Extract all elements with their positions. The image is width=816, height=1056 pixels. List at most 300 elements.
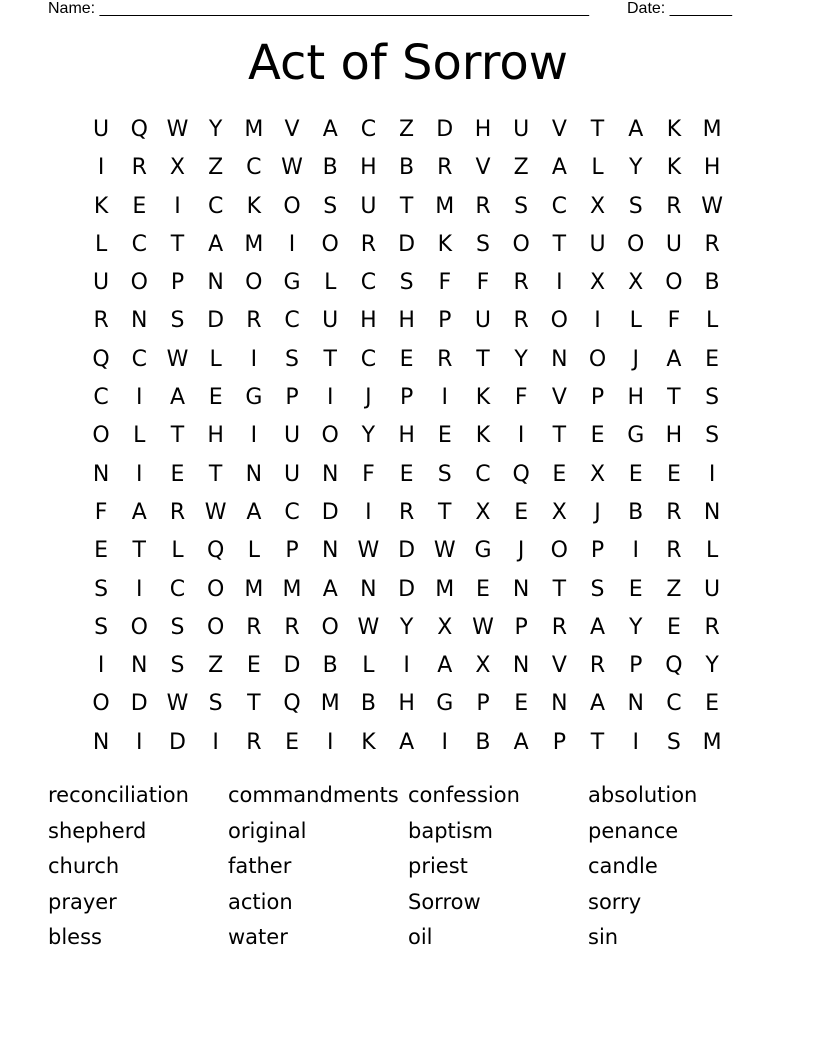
grid-letter: C xyxy=(551,193,568,219)
grid-letter: H xyxy=(398,691,415,717)
grid-letter: A xyxy=(169,385,185,411)
grid-letter: N xyxy=(207,270,224,296)
page-title: Act of Sorrow xyxy=(247,35,568,91)
grid-letter: Q xyxy=(512,461,530,487)
grid-letter: E xyxy=(399,461,414,487)
grid-letter: E xyxy=(94,538,109,564)
grid-letter: L xyxy=(209,346,222,372)
grid-letter: Y xyxy=(399,614,414,640)
grid-letter: D xyxy=(436,117,454,142)
grid-letter: I xyxy=(403,653,410,679)
grid-letter: K xyxy=(666,155,682,181)
grid-letter: E xyxy=(208,385,223,411)
grid-letter: C xyxy=(93,385,109,411)
grid-letter: K xyxy=(93,193,109,219)
grid-letter: P xyxy=(170,270,185,296)
grid-letter: R xyxy=(666,193,682,219)
grid-letter: R xyxy=(666,499,682,525)
grid-letter: N xyxy=(551,346,568,372)
grid-letter: Y xyxy=(628,614,643,640)
grid-letter: X xyxy=(169,155,185,181)
grid-letter: C xyxy=(246,155,262,181)
grid-letter: E xyxy=(476,576,490,602)
grid-letter: L xyxy=(324,270,337,296)
grid-letter: H xyxy=(360,155,377,181)
grid-letter: O xyxy=(321,423,339,449)
grid-letter: D xyxy=(398,576,416,602)
grid-letter: F xyxy=(438,270,452,296)
grid-letter: I xyxy=(288,231,296,257)
grid-letter: X xyxy=(589,193,606,219)
grid-letter: S xyxy=(475,231,490,257)
grid-letter: P xyxy=(285,385,299,411)
grid-letter: I xyxy=(250,346,258,372)
grid-letter: A xyxy=(437,653,453,679)
grid-letter: C xyxy=(169,576,186,602)
grid-letter: Z xyxy=(399,117,415,142)
grid-letter: I xyxy=(632,538,639,564)
grid-letter: E xyxy=(246,653,261,679)
grid-letter: R xyxy=(666,538,682,564)
word-list-item: father xyxy=(228,854,292,879)
grid-letter: N xyxy=(131,653,148,679)
grid-letter: G xyxy=(283,270,301,296)
grid-letter: V xyxy=(551,385,567,411)
word-list-item: water xyxy=(228,925,288,950)
header-line xyxy=(48,0,768,20)
grid-letter: O xyxy=(245,270,263,296)
grid-letter: R xyxy=(93,308,109,334)
grid-letter: M xyxy=(244,576,264,602)
grid-letter: R xyxy=(551,614,567,640)
grid-letter: U xyxy=(360,193,377,219)
grid-letter: T xyxy=(590,729,605,755)
grid-letter: S xyxy=(628,193,643,219)
grid-letter: T xyxy=(552,576,567,602)
grid-letter: P xyxy=(476,691,490,717)
word-list-item: absolution xyxy=(588,783,698,807)
grid-letter: S xyxy=(705,423,720,449)
name-field-label[interactable]: Name: _______________________________________________________ xyxy=(48,0,589,17)
grid-letter: E xyxy=(666,614,681,640)
grid-letter: M xyxy=(435,576,455,602)
grid-letter: I xyxy=(441,729,449,755)
grid-letter: E xyxy=(705,346,720,372)
grid-letter: R xyxy=(360,231,377,257)
grid-letter: E xyxy=(170,461,185,487)
grid-letter: A xyxy=(322,576,338,602)
grid-letter: C xyxy=(131,346,147,372)
word-list-item: prayer xyxy=(48,889,117,914)
word-list-item: sorry xyxy=(588,889,642,914)
grid-letter: P xyxy=(438,308,452,334)
word-list-item: oil xyxy=(408,925,433,950)
grid-letter: K xyxy=(437,231,452,257)
grid-letter: O xyxy=(588,346,607,372)
grid-letter: S xyxy=(94,576,109,602)
grid-letter: T xyxy=(476,346,490,372)
grid-letter: R xyxy=(437,346,453,372)
grid-letter: R xyxy=(513,308,529,334)
grid-letter: L xyxy=(362,653,375,679)
grid-letter: R xyxy=(169,499,186,525)
grid-letter: V xyxy=(551,117,567,142)
grid-letter: I xyxy=(365,499,372,525)
grid-letter: B xyxy=(399,155,415,181)
grid-letter: P xyxy=(590,538,605,564)
grid-letter: P xyxy=(285,538,299,564)
grid-letter: R xyxy=(246,729,262,755)
grid-letter: M xyxy=(702,117,722,142)
grid-letter: H xyxy=(398,423,415,449)
grid-letter: F xyxy=(514,385,528,411)
grid-letter: O xyxy=(665,270,683,296)
grid-letter: V xyxy=(551,653,567,679)
grid-letter: L xyxy=(94,231,108,257)
grid-letter: F xyxy=(667,308,681,334)
grid-letter: L xyxy=(705,308,719,334)
grid-letter: B xyxy=(360,691,376,717)
word-list-item: action xyxy=(228,889,293,914)
grid-letter: C xyxy=(360,270,377,296)
grid-letter: K xyxy=(666,117,682,142)
grid-letter: N xyxy=(245,461,263,487)
grid-letter: D xyxy=(168,729,186,755)
grid-letter: O xyxy=(130,614,148,640)
grid-letter: V xyxy=(475,155,491,181)
word-list-item: reconciliation xyxy=(48,783,189,807)
grid-letter: L xyxy=(171,538,184,564)
grid-letter: D xyxy=(398,538,416,564)
grid-letter: T xyxy=(552,231,567,257)
grid-letter: T xyxy=(323,346,337,372)
grid-letter: J xyxy=(365,385,372,411)
grid-letter: A xyxy=(513,729,529,755)
grid-letter: A xyxy=(628,117,644,142)
grid-letter: W xyxy=(472,614,494,640)
grid-letter: N xyxy=(321,461,339,487)
grid-letter: S xyxy=(514,193,529,219)
grid-letter: J xyxy=(632,346,639,372)
grid-letter: S xyxy=(94,614,109,640)
grid-letter: U xyxy=(93,117,110,142)
grid-letter: F xyxy=(94,499,108,525)
word-list xyxy=(48,777,768,955)
grid-letter: O xyxy=(321,614,339,640)
grid-letter: I xyxy=(632,729,639,755)
grid-letter: C xyxy=(284,308,300,334)
grid-letter: L xyxy=(133,423,146,449)
grid-letter: R xyxy=(284,614,300,640)
grid-letter: Q xyxy=(92,346,110,372)
grid-letter: S xyxy=(170,653,185,679)
grid-letter: N xyxy=(512,653,530,679)
grid-letter: P xyxy=(629,653,643,679)
grid-letter: D xyxy=(398,231,416,257)
grid-letter: W xyxy=(433,538,456,564)
grid-letter: N xyxy=(92,729,110,755)
grid-letter: L xyxy=(629,308,642,334)
grid-letter: G xyxy=(474,538,492,564)
grid-letter: I xyxy=(136,729,143,755)
grid-letter: I xyxy=(136,385,143,411)
grid-letter: E xyxy=(705,691,720,717)
grid-letter: R xyxy=(246,308,262,334)
grid-letter: E xyxy=(514,499,529,525)
grid-letter: E xyxy=(666,461,681,487)
grid-letter: U xyxy=(283,423,301,449)
grid-letter: C xyxy=(207,193,224,219)
grid-letter: B xyxy=(475,729,491,755)
grid-letter: C xyxy=(360,346,377,372)
grid-letter: J xyxy=(517,538,525,564)
grid-letter: S xyxy=(666,729,681,755)
grid-letter: X xyxy=(475,653,491,679)
grid-letter: U xyxy=(474,308,492,334)
grid-letter: E xyxy=(628,461,643,487)
grid-letter: O xyxy=(92,691,110,717)
grid-letter: S xyxy=(437,461,452,487)
grid-letter: P xyxy=(590,385,605,411)
grid-letter: W xyxy=(281,155,303,181)
grid-letter: E xyxy=(552,461,567,487)
grid-letter: K xyxy=(246,193,262,219)
grid-letter: L xyxy=(247,538,260,564)
word-list-item: bless xyxy=(48,925,102,950)
word-list-item: shepherd xyxy=(48,818,147,843)
grid-letter: R xyxy=(246,614,262,640)
grid-letter: S xyxy=(285,346,300,372)
grid-letter: A xyxy=(590,691,606,717)
grid-letter: N xyxy=(360,576,377,602)
grid-letter: N xyxy=(551,691,568,717)
grid-letter: Q xyxy=(665,653,683,679)
word-list-item: penance xyxy=(588,818,679,843)
grid-letter: O xyxy=(206,614,225,640)
grid-letter: C xyxy=(666,691,682,717)
grid-letter: E xyxy=(285,729,299,755)
grid-letter: L xyxy=(591,155,604,181)
grid-letter: W xyxy=(166,346,189,372)
word-list-item: commandments xyxy=(228,783,399,807)
grid-letter: S xyxy=(208,691,223,717)
grid-letter: Z xyxy=(208,653,224,679)
grid-letter: E xyxy=(437,423,452,449)
grid-letter: W xyxy=(166,117,189,142)
grid-letter: I xyxy=(556,270,563,296)
grid-letter: L xyxy=(705,538,719,564)
grid-letter: O xyxy=(92,423,110,449)
grid-letter: X xyxy=(475,499,491,525)
grid-letter: N xyxy=(703,499,721,525)
grid-letter: U xyxy=(283,461,301,487)
grid-letter: I xyxy=(136,461,143,487)
grid-letter: H xyxy=(627,385,644,411)
grid-letter: G xyxy=(436,691,454,717)
grid-letter: A xyxy=(208,231,224,257)
grid-letter: Y xyxy=(208,117,223,142)
grid-letter: P xyxy=(399,385,414,411)
grid-letter: R xyxy=(398,499,415,525)
grid-letter: O xyxy=(283,193,301,219)
grid-letter: I xyxy=(326,385,334,411)
grid-letter: D xyxy=(207,308,225,334)
grid-letter: O xyxy=(550,308,568,334)
grid-letter: G xyxy=(245,385,263,411)
grid-letter: R xyxy=(437,155,453,181)
grid-letter: E xyxy=(590,423,605,449)
date-field-label[interactable]: Date: _______ xyxy=(627,0,732,17)
grid-letter: C xyxy=(284,499,300,525)
grid-letter: H xyxy=(703,155,721,181)
grid-letter: H xyxy=(398,308,415,334)
grid-letter: P xyxy=(514,614,528,640)
grid-letter: G xyxy=(627,423,645,449)
grid-letter: Y xyxy=(361,423,376,449)
word-list-item: confession xyxy=(408,783,520,807)
grid-letter: Z xyxy=(513,155,529,181)
grid-letter: B xyxy=(322,653,338,679)
grid-letter: K xyxy=(475,385,491,411)
grid-letter: O xyxy=(130,270,148,296)
grid-letter: H xyxy=(474,117,492,142)
grid-letter: H xyxy=(665,423,683,449)
grid-letter: T xyxy=(667,385,681,411)
grid-letter: U xyxy=(322,308,339,334)
grid-letter: I xyxy=(594,308,601,334)
grid-letter: U xyxy=(513,117,530,142)
grid-letter: C xyxy=(475,461,491,487)
grid-letter: T xyxy=(438,499,452,525)
grid-letter: Q xyxy=(130,117,148,142)
word-list-item: priest xyxy=(408,854,468,879)
grid-letter: D xyxy=(321,499,339,525)
grid-letter: S xyxy=(399,270,414,296)
grid-letter: N xyxy=(131,308,148,334)
word-list-item: church xyxy=(48,854,120,879)
grid-letter: P xyxy=(552,729,566,755)
grid-letter: X xyxy=(589,270,606,296)
grid-letter: T xyxy=(170,231,185,257)
grid-letter: N xyxy=(512,576,530,602)
grid-letter: S xyxy=(590,576,605,602)
word-list-item: original xyxy=(228,818,307,843)
grid-letter: E xyxy=(514,691,529,717)
grid-letter: N xyxy=(92,461,110,487)
grid-letter: W xyxy=(357,538,380,564)
grid-letter: X xyxy=(589,461,606,487)
grid-letter: R xyxy=(475,193,491,219)
grid-letter: R xyxy=(131,155,147,181)
grid-letter: B xyxy=(704,270,720,296)
grid-letter: R xyxy=(704,231,720,257)
grid-letter: S xyxy=(705,385,720,411)
grid-letter: I xyxy=(441,385,449,411)
grid-letter: E xyxy=(132,193,147,219)
grid-letter: I xyxy=(97,155,105,181)
grid-letter: R xyxy=(513,270,529,296)
grid-letter: M xyxy=(244,231,264,257)
grid-letter: T xyxy=(132,538,146,564)
grid-letter: E xyxy=(399,346,414,372)
grid-letter: I xyxy=(174,193,181,219)
grid-letter: C xyxy=(360,117,377,142)
grid-letter: T xyxy=(208,461,223,487)
grid-letter: O xyxy=(321,231,339,257)
grid-letter: F xyxy=(476,270,490,296)
grid-letter: I xyxy=(708,461,716,487)
grid-letter: H xyxy=(360,308,377,334)
grid-letter: T xyxy=(590,117,605,142)
grid-letter: A xyxy=(399,729,415,755)
grid-letter: W xyxy=(701,193,723,219)
grid-letter: T xyxy=(170,423,185,449)
grid-letter: M xyxy=(282,576,302,602)
grid-letter: M xyxy=(244,117,264,142)
grid-letter: Z xyxy=(666,576,682,602)
grid-letter: A xyxy=(666,346,682,372)
grid-letter: I xyxy=(517,423,525,449)
grid-letter: W xyxy=(166,691,189,717)
grid-letter: V xyxy=(284,117,300,142)
grid-letter: A xyxy=(131,499,147,525)
grid-letter: Y xyxy=(514,346,528,372)
grid-letter: I xyxy=(136,576,143,602)
grid-letter: O xyxy=(627,231,645,257)
grid-letter: Q xyxy=(206,538,225,564)
grid-letter: Y xyxy=(628,155,643,181)
grid-letter: M xyxy=(702,729,722,755)
grid-letter: S xyxy=(170,614,185,640)
grid-letter: X xyxy=(551,499,567,525)
grid-letter: H xyxy=(207,423,224,449)
grid-letter: N xyxy=(627,691,644,717)
grid-letter: K xyxy=(475,423,491,449)
grid-letter: B xyxy=(628,499,644,525)
grid-letter: S xyxy=(323,193,338,219)
grid-letter: D xyxy=(283,653,301,679)
grid-letter: N xyxy=(321,538,339,564)
grid-letter: W xyxy=(357,614,380,640)
word-list-item: candle xyxy=(588,854,658,879)
grid-letter: Y xyxy=(705,653,719,679)
grid-letter: U xyxy=(589,231,606,257)
word-list-item: baptism xyxy=(408,818,493,843)
grid-letter: Q xyxy=(283,691,301,717)
grid-letter: B xyxy=(322,155,338,181)
grid-letter: R xyxy=(704,614,720,640)
grid-letter: M xyxy=(435,193,455,219)
grid-letter: U xyxy=(704,576,721,602)
grid-letter: S xyxy=(170,308,185,334)
grid-letter: A xyxy=(590,614,606,640)
grid-letter: Z xyxy=(208,155,224,181)
word-list-item: Sorrow xyxy=(408,889,481,914)
grid-letter: O xyxy=(206,576,225,602)
grid-letter: U xyxy=(93,270,110,296)
grid-letter: D xyxy=(130,691,148,717)
grid-letter: O xyxy=(512,231,530,257)
grid-letter: W xyxy=(204,499,227,525)
grid-letter: I xyxy=(97,653,105,679)
grid-letter: K xyxy=(361,729,376,755)
letter-grid xyxy=(82,111,731,762)
grid-letter: J xyxy=(594,499,601,525)
grid-letter: R xyxy=(589,653,606,679)
grid-letter: U xyxy=(665,231,682,257)
grid-letter: X xyxy=(437,614,453,640)
grid-letter: I xyxy=(326,729,334,755)
